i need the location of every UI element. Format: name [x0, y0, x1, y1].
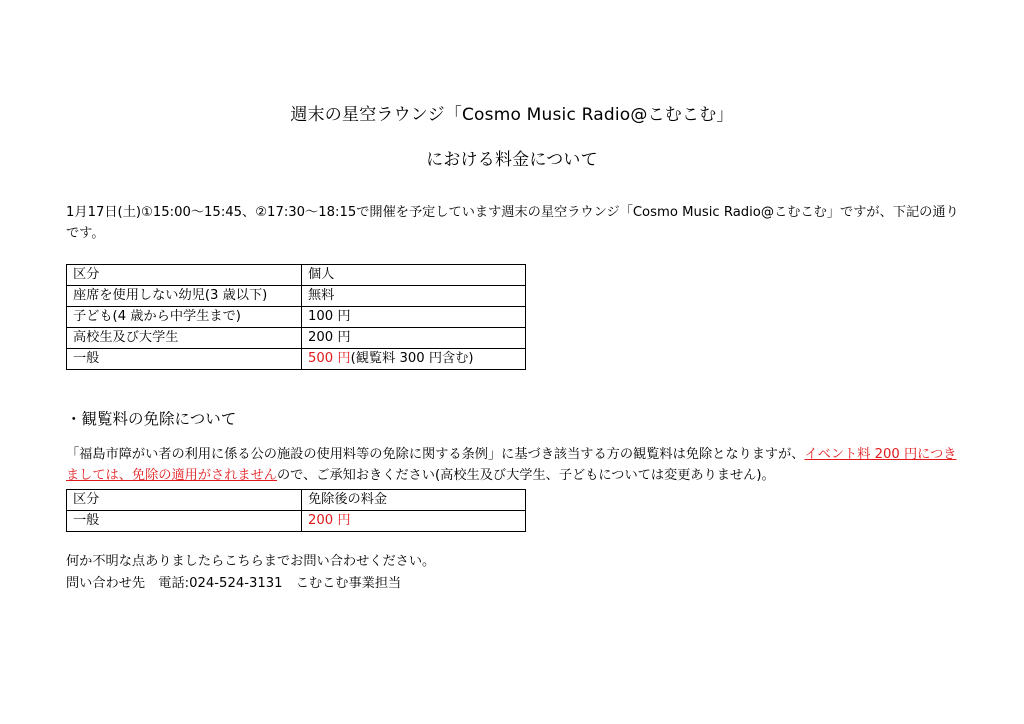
price-cell [302, 511, 526, 532]
table-header-cell: 免除後の料金 [302, 490, 526, 511]
intro-paragraph: 1月17日(土)①15:00～15:45、②17:30～18:15で開催を予定しています週末の星空ラウンジ「Cosmo Music Radio@こむこむ」ですが、下記の通りです。 [66, 205, 959, 241]
table-header-row [67, 265, 526, 286]
table-header-cell: 区分 [67, 490, 302, 511]
table-row [67, 349, 526, 370]
price-cell: 200 円 [302, 328, 526, 349]
category-cell: 高校生及び大学生 [67, 328, 302, 349]
table-header-cell: 個人 [302, 265, 526, 286]
highlight-price: 500 円 [308, 351, 351, 366]
exemption-table [66, 489, 526, 532]
page-title: 週末の星空ラウンジ「Cosmo Music Radio@こむこむ」 [290, 105, 734, 125]
exemption-text-highlight: イベント料 200 円につきましては、免除の適用がされません [66, 447, 957, 483]
table-row [67, 328, 526, 349]
table-row [67, 511, 526, 532]
category-cell: 座席を使用しない幼児(3 歳以下) [67, 286, 302, 307]
exemption-text-before: 「福島市障がい者の利用に係る公の施設の使用料等の免除に関する条例」に基づき該当する方の観覧料は免除となりますが、 [66, 447, 805, 462]
table-header-cell: 区分 [67, 265, 302, 286]
table-header-row [67, 490, 526, 511]
contact-info: 問い合わせ先 電話:024-524-3131 こむこむ事業担当 [66, 576, 402, 591]
price-cell: 無料 [302, 286, 526, 307]
category-cell: 一般 [67, 511, 302, 532]
table-row [67, 286, 526, 307]
highlight-price: 200 円 [308, 513, 351, 528]
price-cell: 100 円 [302, 307, 526, 328]
fee-table [66, 264, 526, 370]
exemption-text-after: ので、ご承知おきください(高校生及び大学生、子どもについては変更ありません)。 [277, 468, 775, 483]
category-cell: 一般 [67, 349, 302, 370]
price-cell [302, 349, 526, 370]
contact-block [66, 551, 966, 595]
category-cell: 子ども(4 歳から中学生まで) [67, 307, 302, 328]
exemption-heading: ・観覧料の免除について [66, 410, 237, 428]
contact-note: 何か不明な点ありましたらこちらまでお問い合わせください。 [66, 554, 436, 569]
exemption-paragraph [66, 444, 966, 486]
price-note: (観覧料 300 円含む) [350, 351, 474, 366]
page-subtitle: における料金について [426, 150, 598, 170]
table-row [67, 307, 526, 328]
